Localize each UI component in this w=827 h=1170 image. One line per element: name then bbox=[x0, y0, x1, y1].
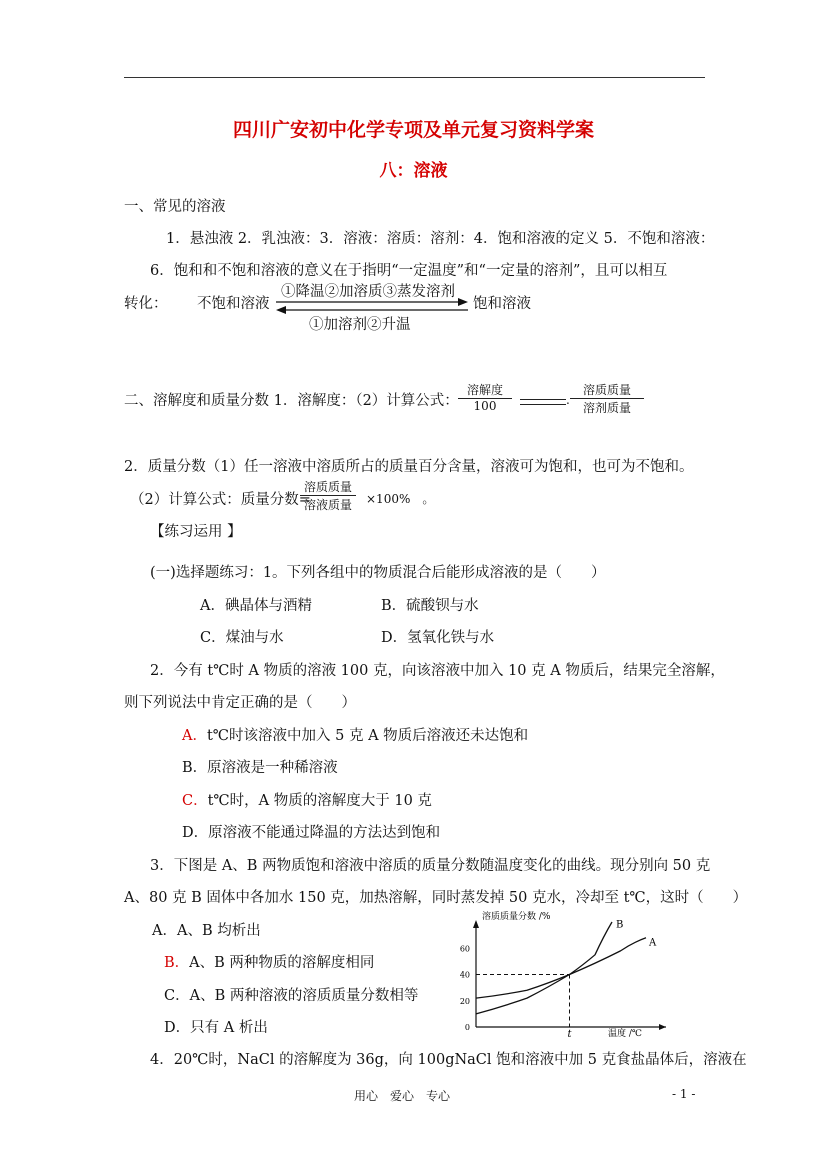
s1-line1: 1．悬浊液 2．乳浊液：3．溶液：溶质：溶剂：4．饱和溶液的定义 5．不饱和溶液： bbox=[166, 231, 715, 247]
q2-option-c-text: t℃时，A 物质的溶解度大于 10 克 bbox=[207, 793, 432, 809]
mass-fraction-line: 2．质量分数（1）任一溶液中溶质所占的质量百分含量，溶液可为饱和，也可为不饱和。 bbox=[124, 459, 694, 475]
x-axis-arrowhead bbox=[659, 1024, 666, 1030]
fraction-mass-percent bbox=[300, 478, 356, 513]
q1-option-d: D．氢氧化铁与水 bbox=[381, 630, 495, 646]
backward-arrowhead bbox=[276, 306, 286, 314]
solubility-chart bbox=[456, 908, 676, 1038]
q4-stem-line1: 4．20℃时，NaCl 的溶解度为 36g，向 100gNaCl 饱和溶液中加 5 克食盐晶体后，溶液在 bbox=[150, 1052, 747, 1068]
y-tick-label: 40 bbox=[459, 970, 470, 980]
fraction-solute-solvent bbox=[570, 381, 644, 416]
q1-stem: (一)选择题练习：1。下列各组中的物质混合后能形成溶液的是（ ） bbox=[150, 565, 606, 581]
page-number: - 1 - bbox=[672, 1087, 696, 1101]
forward-arrowhead bbox=[458, 298, 468, 306]
q3-option-a: A．A、B 均析出 bbox=[152, 923, 261, 939]
practice-heading: 【练习运用 】 bbox=[150, 524, 242, 540]
series-b-label: B bbox=[616, 919, 624, 931]
top-rule bbox=[124, 77, 705, 78]
q3-option-b-text: A、B 两种物质的溶解度相同 bbox=[189, 955, 375, 971]
calc-suffix: ×100% 。 bbox=[366, 492, 435, 506]
q3-option-b-letter: B． bbox=[164, 955, 190, 971]
fraction-solubility-denominator: 100 bbox=[473, 399, 497, 413]
fraction-solubility bbox=[458, 381, 512, 413]
fraction-mass-denominator: 溶液质量 bbox=[303, 498, 352, 512]
q3-stem-line1: 3．下图是 A、B 两物质饱和溶液中溶质的质量分数随温度变化的曲线。现分别向 50 克 bbox=[150, 858, 711, 874]
s1-line2: 6．饱和和不饱和溶液的意义在于指明“一定温度”和“一定量的溶剂”，且可以相互 bbox=[150, 263, 668, 279]
convert-label: 转化： bbox=[124, 296, 168, 312]
fraction-solubility-numerator: 溶解度 bbox=[458, 381, 512, 399]
q3-stem-line2: A、80 克 B 固体中各加水 150 克，加热溶解，同时蒸发掉 50 克水，冷却至 t℃，这时（ ） bbox=[124, 890, 748, 906]
backward-conditions: ①加溶剂②升温 bbox=[309, 317, 411, 333]
page-title: 四川广安初中化学专项及单元复习资料学案 bbox=[232, 119, 594, 141]
q2-option-a bbox=[182, 724, 528, 745]
q2-option-d: D．原溶液不能通过降温的方法达到饱和 bbox=[182, 825, 441, 841]
equals-line-top bbox=[520, 399, 566, 400]
s2-heading: 二、溶解度和质量分数 1．溶解度：（2）计算公式： bbox=[124, 393, 459, 409]
state-unsaturated: 不饱和溶液 bbox=[197, 296, 270, 312]
q2-option-b: B．原溶液是一种稀溶液 bbox=[182, 760, 338, 776]
calc-prefix: （2）计算公式：质量分数= bbox=[130, 492, 311, 508]
equals-line-bottom bbox=[520, 404, 566, 405]
q2-stem-line2: 则下列说法中肯定正确的是（ ） bbox=[124, 695, 356, 711]
chart-ylabel: 溶质质量分数 /% bbox=[482, 912, 551, 922]
series-a-line bbox=[476, 938, 646, 1014]
q1-option-b: B．硫酸钡与水 bbox=[381, 598, 479, 614]
y-tick-label: 60 bbox=[459, 944, 470, 954]
q1-option-c: C．煤油与水 bbox=[200, 630, 284, 646]
q2-option-c-letter: C． bbox=[182, 793, 208, 809]
chart-xlabel: 温度 /℃ bbox=[608, 1029, 642, 1038]
x-tick-t: t bbox=[567, 1029, 572, 1038]
q3-option-b bbox=[164, 951, 374, 972]
fraction-mass-numerator: 溶质质量 bbox=[300, 478, 356, 496]
forward-conditions: ①降温②加溶质③蒸发溶剂 bbox=[281, 284, 455, 300]
q2-option-a-text: t℃时该溶液中加入 5 克 A 物质后溶液还未达饱和 bbox=[206, 728, 529, 744]
conversion-arrows bbox=[274, 297, 470, 317]
footer-motto: 用心 爱心 专心 bbox=[354, 1089, 451, 1103]
y-tick-group bbox=[460, 944, 470, 1032]
y-tick-label: 20 bbox=[459, 996, 470, 1006]
series-b-line bbox=[476, 922, 612, 998]
q3-option-d: D．只有 A 析出 bbox=[164, 1020, 268, 1036]
q3-option-c: C．A、B 两种溶液的溶质质量分数相等 bbox=[164, 988, 419, 1004]
q2-option-c bbox=[182, 789, 432, 810]
s1-heading: 一、常见的溶液 bbox=[124, 199, 226, 215]
fraction-solvent-denominator: 溶剂质量 bbox=[582, 401, 631, 415]
y-axis-arrowhead bbox=[473, 920, 479, 928]
q2-stem-line1: 2．今有 t℃时 A 物质的溶液 100 克，向该溶液中加入 10 克 A 物质后，结果完全溶解， bbox=[150, 663, 725, 679]
section-title: 八：溶液 bbox=[379, 161, 448, 181]
fraction-solute-numerator: 溶质质量 bbox=[570, 381, 644, 399]
q1-option-a: A．碘晶体与酒精 bbox=[200, 598, 312, 614]
q2-option-a-letter: A． bbox=[182, 728, 207, 744]
y-tick-label: 0 bbox=[464, 1023, 470, 1032]
state-saturated: 饱和溶液 bbox=[473, 296, 531, 312]
series-a-label: A bbox=[649, 937, 657, 949]
